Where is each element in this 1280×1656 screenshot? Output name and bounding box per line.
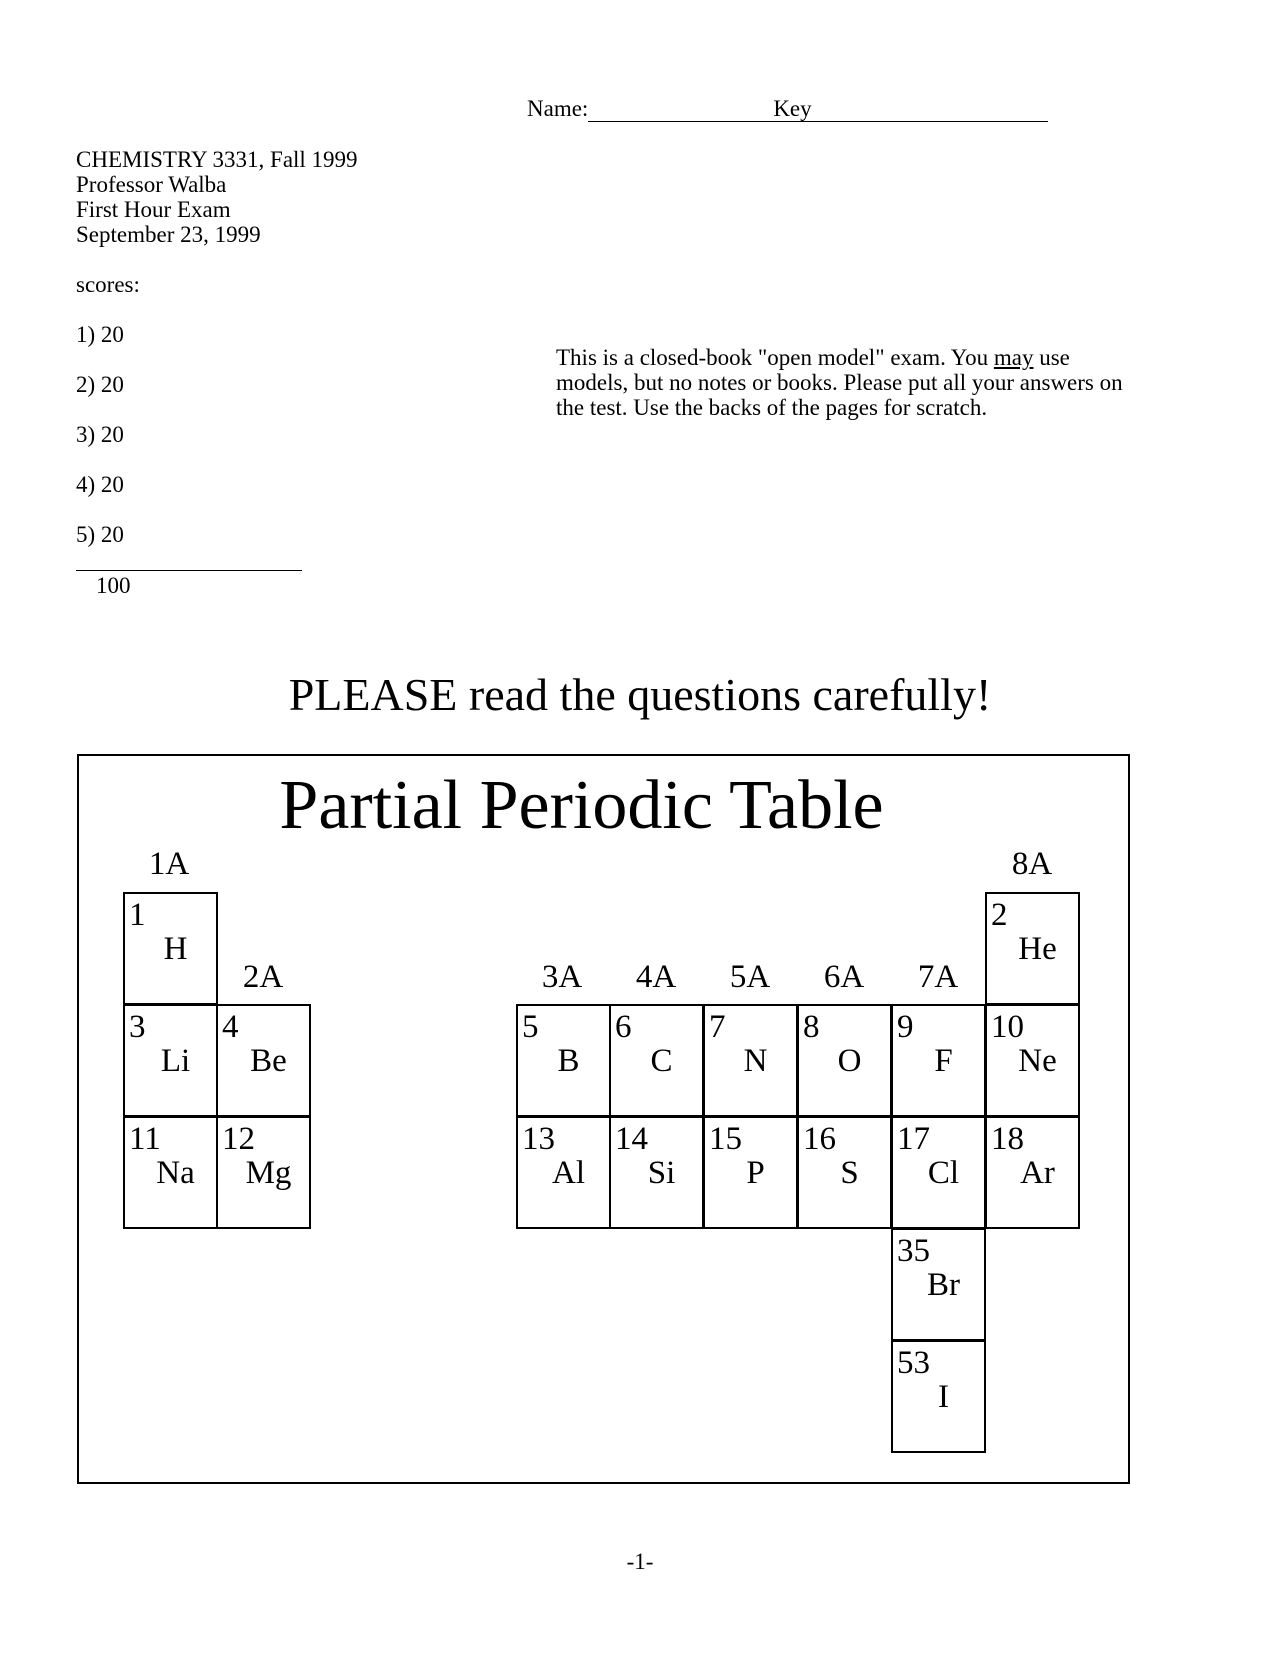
atomic-number: 5 — [522, 1009, 539, 1045]
professor-name: Professor Walba — [76, 172, 227, 197]
score-total: 100 — [96, 573, 131, 598]
group-label-2a: 2A — [242, 959, 284, 995]
element-symbol: I — [938, 1379, 949, 1415]
score-item-5: 5) 20 — [76, 522, 124, 547]
element-symbol: Be — [250, 1043, 287, 1079]
atomic-number: 8 — [803, 1009, 820, 1045]
instructions-part-2: use models, but no notes or books. Please put all your answers on the test. Use the backs of the pages for scratch. — [556, 345, 1123, 420]
element-symbol: B — [557, 1043, 580, 1079]
score-item-2: 2) 20 — [76, 372, 124, 397]
atomic-number: 1 — [129, 897, 146, 933]
name-label: Name: — [527, 96, 589, 121]
element-cell-cl — [891, 1116, 986, 1229]
total-divider — [76, 570, 302, 571]
element-symbol: Li — [160, 1043, 191, 1079]
course-title: CHEMISTRY 3331, Fall 1999 — [76, 147, 358, 172]
element-symbol: Cl — [927, 1155, 960, 1191]
element-cell-br — [891, 1228, 986, 1341]
group-label-5a: 5A — [729, 959, 771, 995]
exam-instructions — [556, 345, 1136, 420]
element-cell-mg — [216, 1116, 311, 1229]
page-number: -1- — [626, 1549, 654, 1574]
atomic-number: 16 — [803, 1121, 836, 1157]
periodic-table-title — [77, 766, 1130, 846]
group-label-7a: 7A — [917, 959, 959, 995]
instructions-emphasis: may — [993, 345, 1034, 370]
element-cell-s — [797, 1116, 892, 1229]
element-cell-na — [123, 1116, 218, 1229]
element-symbol: O — [837, 1043, 862, 1079]
element-cell-al — [516, 1116, 611, 1229]
element-cell-c — [609, 1004, 704, 1117]
element-cell-p — [703, 1116, 798, 1229]
group-label-4a: 4A — [635, 959, 677, 995]
element-cell-o — [797, 1004, 892, 1117]
instructions-part-1: This is a closed-book "open model" exam. You — [556, 345, 994, 370]
periodic-table-title-text: Partial Periodic Table — [279, 767, 884, 844]
element-cell-ar — [985, 1116, 1080, 1229]
scores-label: scores: — [76, 272, 140, 297]
element-cell-i — [891, 1340, 986, 1453]
element-symbol: He — [1018, 931, 1057, 967]
element-cell-si — [609, 1116, 704, 1229]
element-cell-ne — [985, 1004, 1080, 1117]
atomic-number: 3 — [129, 1009, 146, 1045]
element-symbol: H — [163, 931, 188, 967]
group-label-1a: 1A — [148, 846, 190, 882]
element-symbol: Na — [156, 1155, 195, 1191]
atomic-number: 7 — [709, 1009, 726, 1045]
exam-date: September 23, 1999 — [76, 222, 261, 247]
score-item-3: 3) 20 — [76, 422, 124, 447]
atomic-number: 18 — [991, 1121, 1024, 1157]
element-cell-n — [703, 1004, 798, 1117]
atomic-number: 2 — [991, 897, 1008, 933]
element-symbol: P — [746, 1155, 765, 1191]
group-label-3a: 3A — [541, 959, 583, 995]
atomic-number: 53 — [897, 1345, 930, 1381]
atomic-number: 12 — [222, 1121, 255, 1157]
element-symbol: Si — [647, 1155, 676, 1191]
read-carefully-notice: PLEASE read the questions carefully! — [288, 669, 992, 720]
atomic-number: 11 — [129, 1121, 161, 1157]
atomic-number: 15 — [709, 1121, 742, 1157]
element-symbol: Mg — [245, 1155, 292, 1191]
atomic-number: 6 — [615, 1009, 632, 1045]
element-cell-f — [891, 1004, 986, 1117]
exam-header — [76, 147, 358, 247]
element-cell-li — [123, 1004, 218, 1117]
group-label-6a: 6A — [823, 959, 865, 995]
atomic-number: 10 — [991, 1009, 1024, 1045]
element-symbol: S — [840, 1155, 859, 1191]
group-label-8a: 8A — [1011, 846, 1053, 882]
element-symbol: C — [650, 1043, 673, 1079]
element-cell-h — [123, 892, 218, 1005]
element-cell-he — [985, 892, 1080, 1005]
element-symbol: Ar — [1020, 1155, 1055, 1191]
element-symbol: Al — [552, 1155, 585, 1191]
element-cell-b — [516, 1004, 611, 1117]
atomic-number: 14 — [615, 1121, 648, 1157]
score-item-4: 4) 20 — [76, 472, 124, 497]
atomic-number: 4 — [222, 1009, 239, 1045]
element-symbol: Ne — [1018, 1043, 1057, 1079]
element-symbol: Br — [927, 1267, 960, 1303]
name-field — [527, 96, 1048, 122]
atomic-number: 9 — [897, 1009, 914, 1045]
atomic-number: 17 — [897, 1121, 930, 1157]
element-symbol: F — [934, 1043, 953, 1079]
name-value-line — [588, 97, 1048, 122]
score-item-1: 1) 20 — [76, 322, 124, 347]
atomic-number: 35 — [897, 1233, 930, 1269]
atomic-number: 13 — [522, 1121, 555, 1157]
element-cell-be — [216, 1004, 311, 1117]
element-symbol: N — [743, 1043, 768, 1079]
exam-title: First Hour Exam — [76, 197, 231, 222]
name-value: Key — [773, 96, 812, 121]
